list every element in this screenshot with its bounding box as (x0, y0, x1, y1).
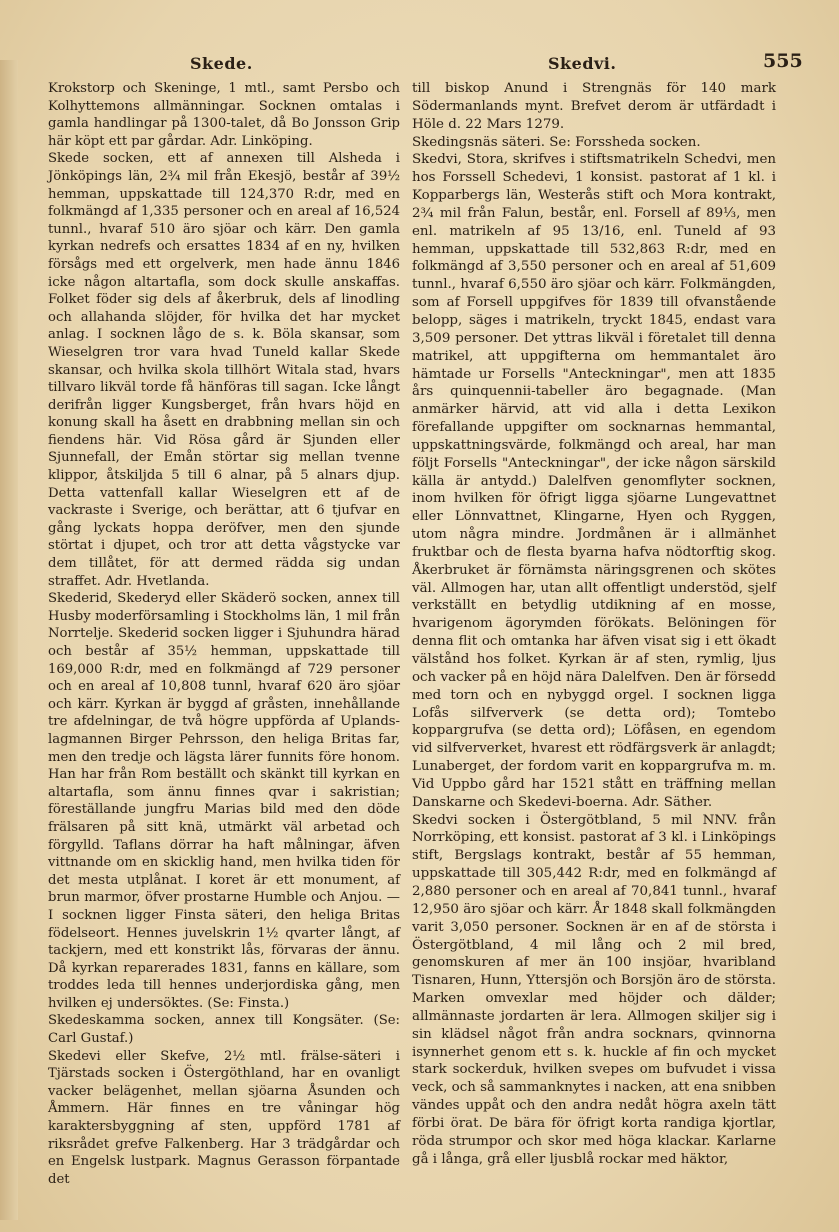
right-text-column (412, 80, 776, 1168)
entry-paragraph: till biskop Anund i Strengnäs för 140 mark Södermanlands mynt. Brefvet derom är utfärdadt i Höle d. 22 Mars 1279. (412, 81, 776, 132)
page-number: 555 (763, 50, 803, 72)
entry-paragraph: Skedvi, Stora, skrifves i stiftsmatrikeln Schedvi, men hos Forssell Schedevi, 1 konsist. pastorat af 1 kl. i Kopparbergs län, Westerås stift och Mora kontrakt, 2¾ mil från Falun, består, enl. Forsell af 89⅓, men enl. matrikeln af 95 13/16, enl. Tuneld af 93 hemman, uppskattade till 532,863 R:dr, med en folkmängd af 3,550 personer och en areal af 51,609 tunnl., hvaraf 6,550 äro sjöar och kärr. Folkmängden, som af Forsell uppgifves för 1839 till ofvanstående belopp, säges i matrikeln, tryckt 1845, endast vara 3,509 personer. Det yttras likväl i företalet till denna matrikel, att uppgifterna om hemmantalet äro hämtade ur Forsells "Anteckningar", men att 1835 års quinquennii-tabeller äro begagnade. (Man anmärker härvid, att vid alla i detta Lexikon förefallande uppgifter om socknarnas hemmantal, uppskattningsvärde, folkmängd och areal, har man följt Forsells "Anteckningar", der icke någon särskild källa är antydd.) Dalelfven genomflyter socknen, inom hvilken för öfrigt ligga sjöarne Lungevattnet eller Lönnvattnet, Klingarne, Hyen och Ryggen, utom några mindre. Jordmånen är i allmänhet fruktbar och de flesta byarna hafva nödtorftig skog. Åkerbruket är förnämsta näringsgrenen och skötes väl. Allmogen har, utan allt offentligt understöd, sjelf verkställt en betydlig utdikning af en mosse, hvarigenom ägorymden förökats. Belöningen för denna flit och omtanka har äfven visat sig i ett ökadt välstånd hos folket. Kyrkan är af sten, rymlig, ljus och vacker på en höjd nära Dalelfven. Den är försedd med torn och en nybyggd orgel. I socknen ligga Lofås silfververk (se detta ord); Tomtebo koppargrufva (se detta ord); Löfåsen, en egendom vid silfververket, hvarest ett rödfärgsverk är anlagdt; Lunaberget, der fordom varit en koppargrufva m. m. Vid Uppbo gård har 1521 stått en träffning mellan Danskarne och Skedevi-boerna. Adr. Säther. (412, 152, 776, 810)
entry-paragraph: Skedingsnäs säteri. Se: Forssheda socken. (412, 134, 701, 150)
entry-paragraph: Skedeskamma socken, annex till Kongsäter. (Se: Carl Gustaf.) (48, 1013, 400, 1047)
entry-paragraph: Krokstorp och Skeninge, 1 mtl., samt Persbo och Kolhyttemons allmänningar. Socknen omtalas i gamla handlingar på 1300-talet, då Bo Jonsson Grip här köpt ett par gårdar. Adr. Linköping. (48, 81, 400, 149)
left-text-column (48, 80, 400, 1188)
page-header (0, 50, 839, 80)
running-head-right: Skedvi. (548, 54, 617, 73)
entry-paragraph: Skederid, Skederyd eller Skäderö socken, annex till Husby moderförsamling i Stockholms län, 1 mil från Norrtelje. Skederid socken ligger i Sjuhundra härad och består af 35½ hemman, uppskattade till 169,000 R:dr, med en folkmängd af 729 personer och en areal af 10,808 tunnl, hvaraf 620 äro sjöar och kärr. Kyrkan är byggd af gråsten, innehållande tre afdelningar, de två högre uppförda af Uplands-lagmannen Birger Pehrsson, den heliga Britas far, men den tredje och lägsta lärer funnits före honom. Han har från Rom beställt och skänkt till kyrkan en altartafla, som ännu finnes qvar i sakristian; föreställande jungfru Marias bild med den döde frälsaren på sitt knä, utmärkt väl arbetad och förgylld. Taflans dörrar ha haft målningar, äfven vittnande om en skicklig hand, men hvilka tiden för det mesta utplånat. I koret är ett monument, af brun marmor, öfver prostarne Humble och Anjou. — I socknen ligger Finsta säteri, den heliga Britas födelseort. Hennes juvelskrin 1½ qvarter långt, af tackjern, med ett konstrikt lås, förvaras der ännu. Då kyrkan reparerades 1831, fanns en källare, som troddes leda till hennes underjordiska gång, men hvilken ej undersöktes. (Se: Finsta.) (48, 591, 400, 1011)
entry-paragraph: Skedvi socken i Östergötbland, 5 mil NNV. från Norrköping, ett konsist. pastorat af 3 kl. i Linköpings stift, Bergslags kontrakt, består af 55 hemman, uppskattade till 305,442 R:dr, med en folkmängd af 2,880 personer och en areal af 70,841 tunnl., hvaraf 12,950 äro sjöar och kärr. År 1848 skall folkmängden varit 3,050 personer. Socknen är en af de största i Östergötbland, 4 mil lång och 2 mil bred, genomskuren af mer än 100 insjöar, hvaribland Tisnaren, Hunn, Yttersjön och Borsjön äro de största. Marken omvexlar med höjder och dälder; allmännaste jordarten är lera. Allmogen skiljer sig i sin klädsel något från andra socknars, qvinnorna isynnerhet genom ett s. k. huckle af fin och mycket stark sockerduk, hvilken svepes om bufvudet i vissa veck, och så sammanknytes i nacken, att ena snibben vändes uppåt och den andra nedåt högra axeln tätt förbi örat. De bära för öfrigt korta randiga kjortlar, röda strumpor och skor med höga klackar. Karlarne gå i långa, grå eller ljusblå rockar med häktor, (412, 812, 776, 1167)
entry-paragraph: Skede socken, ett af annexen till Alsheda i Jönköpings län, 2¾ mil från Ekesjö, består af 39½ hemman, uppskattade till 124,370 R:dr, med en folkmängd af 1,335 personer och en areal af 16,524 tunnl., hvaraf 510 äro sjöar och kärr. Den gamla kyrkan nedrefs och ersattes 1834 af en ny, hvilken försågs med ett orgelverk, men hade ännu 1846 icke någon altartafla, som dock skulle anskaffas. Folket föder sig dels af åkerbruk, dels af linodling och allahanda slöjder, för hvilka det har mycket anlag. I socknen lågo de s. k. Böla skansar, som Wieselgren tror vara hvad Tuneld kallar Skede skansar, och hvilka skola tillhört Witala stad, hvars tillvaro likväl torde få hänföras till sagan. Icke långt derifrån ligger Kungsberget, från hvars höjd en konung skall ha åsett en drabbning mellan sin och fiendens här. Vid Rösa gård är Sjunden eller Sjunnefall, der Emån störtar sig mellan tvenne klippor, åtskiljda 5 till 6 alnar, på 5 alnars djup. Detta vattenfall kallar Wieselgren ett af de vackraste i Sverige, och berättar, att 6 tjufvar en gång lyckats hoppa deröfver, men den sjunde störtat i djupet, och tror att detta vågstycke var dem tillåtet, för att dermed rädda sig undan straffet. Adr. Hvetlanda. (48, 151, 400, 589)
running-head-left: Skede. (190, 54, 253, 73)
page-binding-edge (0, 60, 18, 1220)
entry-paragraph: Skedevi eller Skefve, 2½ mtl. frälse-säteri i Tjärstads socken i Östergöthland, har en ovanligt vacker belägenhet, mellan sjöarna Åsunden och Åmmern. Här finnes en tre våningar hög karaktersbyggning af sten, uppförd 1781 af riksrådet grefve Falkenberg. Har 3 trädgårdar och en Engelsk lustpark. Magnus Gerasson förpantade det (48, 1048, 400, 1187)
